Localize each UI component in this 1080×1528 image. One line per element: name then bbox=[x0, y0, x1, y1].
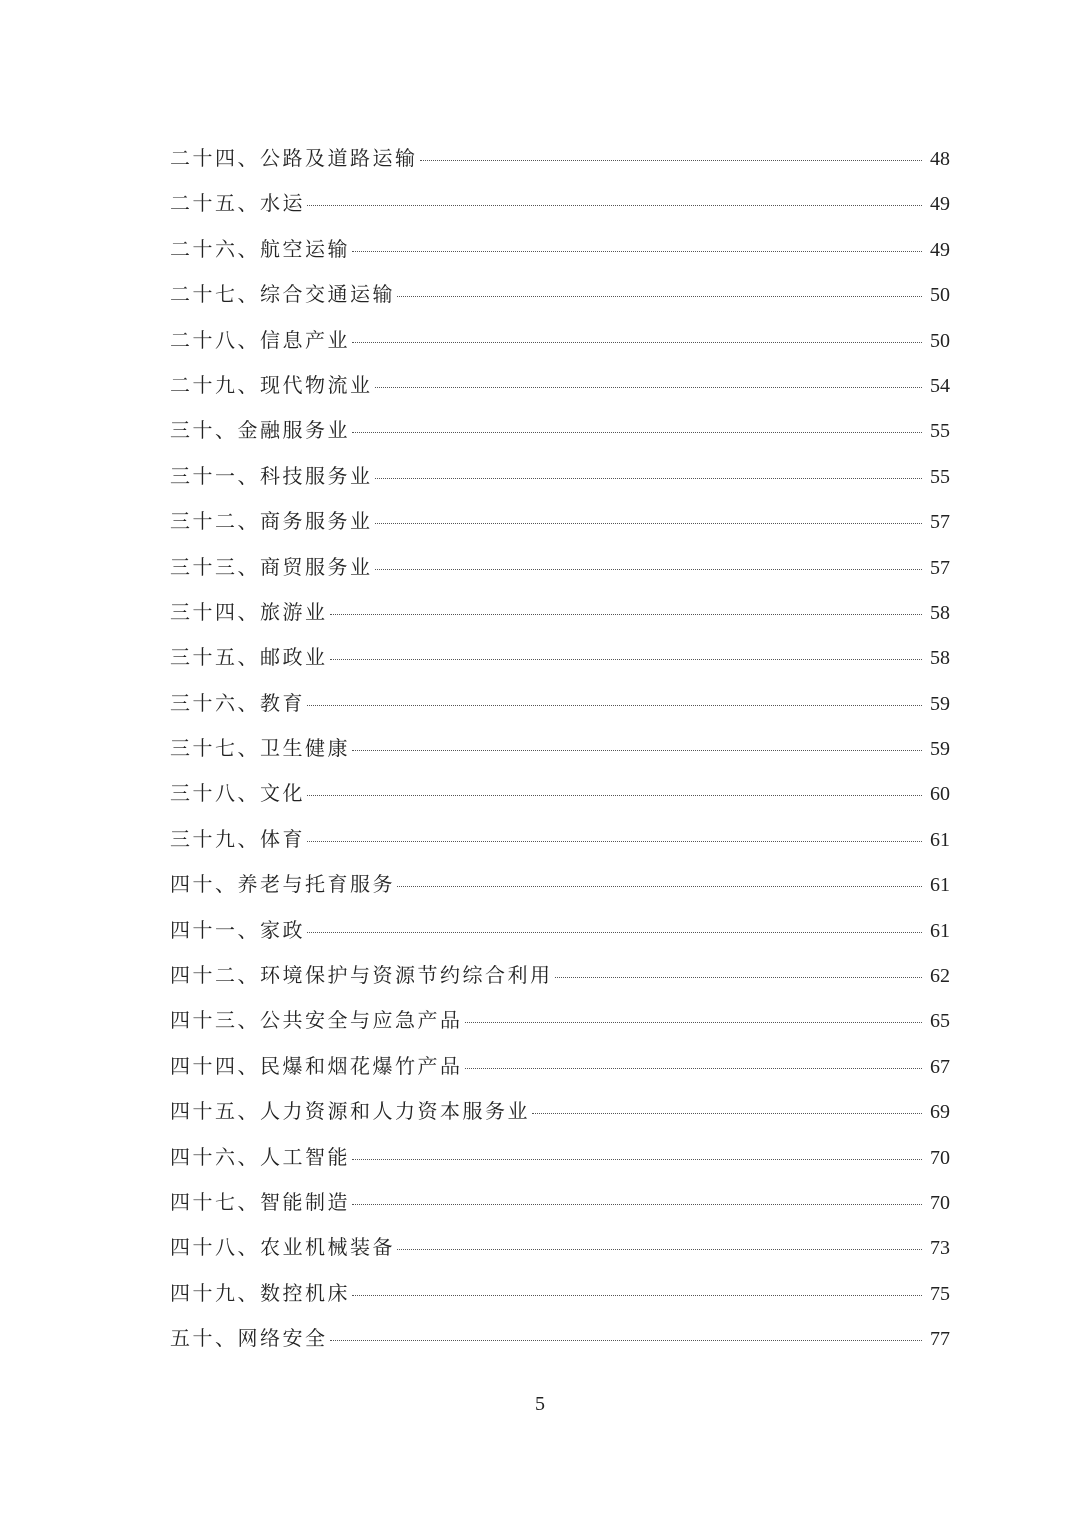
toc-entry-title: 三十二、商务服务业 bbox=[170, 509, 373, 534]
toc-dot-leader bbox=[307, 204, 922, 206]
toc-entry-title: 三十三、商贸服务业 bbox=[170, 554, 373, 579]
toc-entry[interactable] bbox=[170, 590, 950, 635]
toc-dot-leader bbox=[307, 794, 922, 796]
toc-entry-title: 四十五、人力资源和人力资本服务业 bbox=[170, 1099, 530, 1124]
toc-entry-page: 57 bbox=[930, 511, 950, 534]
toc-entry-page: 69 bbox=[930, 1101, 950, 1124]
toc-entry[interactable] bbox=[170, 1225, 950, 1270]
toc-entry-page: 60 bbox=[930, 783, 950, 806]
toc-entry[interactable] bbox=[170, 181, 950, 226]
toc-entry[interactable] bbox=[170, 1271, 950, 1316]
toc-entry-title: 四十七、智能制造 bbox=[170, 1189, 350, 1214]
toc-dot-leader bbox=[465, 1067, 923, 1069]
toc-entry-title: 三十八、文化 bbox=[170, 781, 305, 806]
toc-entry-page: 58 bbox=[930, 601, 950, 624]
toc-dot-leader bbox=[375, 477, 923, 479]
toc-dot-leader bbox=[465, 1021, 923, 1023]
toc-entry-title: 五十、网络安全 bbox=[170, 1326, 328, 1351]
toc-entry-title: 四十、养老与托育服务 bbox=[170, 872, 395, 897]
toc-entry-title: 二十九、现代物流业 bbox=[170, 372, 373, 397]
toc-dot-leader bbox=[532, 1112, 922, 1114]
toc-entry-page: 59 bbox=[930, 692, 950, 715]
toc-entry[interactable] bbox=[170, 454, 950, 499]
toc-entry[interactable] bbox=[170, 635, 950, 680]
toc-entry-title: 二十七、综合交通运输 bbox=[170, 282, 395, 307]
toc-dot-leader bbox=[397, 885, 922, 887]
toc-entry-page: 55 bbox=[930, 465, 950, 488]
toc-entry-title: 三十四、旅游业 bbox=[170, 599, 328, 624]
toc-entry-title: 四十四、民爆和烟花爆竹产品 bbox=[170, 1053, 463, 1078]
toc-entry[interactable] bbox=[170, 363, 950, 408]
toc-dot-leader bbox=[352, 250, 922, 252]
toc-entry-page: 50 bbox=[930, 284, 950, 307]
toc-entry-page: 48 bbox=[930, 148, 950, 170]
toc-dot-leader bbox=[420, 159, 923, 161]
toc-dot-leader bbox=[307, 840, 922, 842]
toc-dot-leader bbox=[330, 1339, 923, 1341]
toc-entry-title: 四十一、家政 bbox=[170, 917, 305, 942]
toc-dot-leader bbox=[352, 431, 922, 433]
toc-entry-title: 四十八、农业机械装备 bbox=[170, 1235, 395, 1260]
toc-entry[interactable] bbox=[170, 998, 950, 1043]
toc-dot-leader bbox=[352, 749, 922, 751]
page-number: 5 bbox=[535, 1393, 545, 1415]
toc-entry[interactable] bbox=[170, 1135, 950, 1180]
toc-entry-title: 三十九、体育 bbox=[170, 826, 305, 851]
toc-entry-page: 49 bbox=[930, 193, 950, 216]
toc-entry-page: 62 bbox=[930, 965, 950, 988]
toc-dot-leader bbox=[330, 658, 923, 660]
toc-entry-page: 61 bbox=[930, 919, 950, 942]
toc-entry-title: 四十三、公共安全与应急产品 bbox=[170, 1008, 463, 1033]
toc-entry-page: 50 bbox=[930, 329, 950, 352]
toc-entry-page: 57 bbox=[930, 556, 950, 579]
toc-entry[interactable] bbox=[170, 1089, 950, 1134]
toc-dot-leader bbox=[397, 1248, 922, 1250]
toc-dot-leader bbox=[352, 1158, 922, 1160]
toc-entry-page: 77 bbox=[930, 1328, 950, 1351]
toc-entry-title: 四十九、数控机床 bbox=[170, 1280, 350, 1305]
toc-dot-leader bbox=[307, 704, 922, 706]
toc-dot-leader bbox=[352, 1203, 922, 1205]
toc-entry-page: 67 bbox=[930, 1055, 950, 1078]
toc-entry-page: 65 bbox=[930, 1010, 950, 1033]
toc-entry-title: 三十一、科技服务业 bbox=[170, 463, 373, 488]
toc-entry[interactable] bbox=[170, 817, 950, 862]
toc-entry-page: 55 bbox=[930, 420, 950, 443]
toc-entry[interactable] bbox=[170, 136, 950, 181]
toc-entry-page: 49 bbox=[930, 238, 950, 261]
toc-entry[interactable] bbox=[170, 499, 950, 544]
toc-entry[interactable] bbox=[170, 726, 950, 771]
toc-entry[interactable] bbox=[170, 908, 950, 953]
toc-dot-leader bbox=[352, 341, 922, 343]
toc-entry-page: 61 bbox=[930, 874, 950, 897]
toc-dot-leader bbox=[555, 976, 923, 978]
toc-dot-leader bbox=[307, 931, 922, 933]
toc-dot-leader bbox=[352, 1294, 922, 1296]
toc-dot-leader bbox=[375, 386, 923, 388]
toc-entry-title: 三十七、卫生健康 bbox=[170, 736, 350, 761]
toc-entry-page: 75 bbox=[930, 1282, 950, 1305]
toc-dot-leader bbox=[375, 522, 923, 524]
toc-entry-title: 二十六、航空运输 bbox=[170, 236, 350, 261]
toc-entry-title: 二十四、公路及道路运输 bbox=[170, 146, 418, 170]
toc-entry[interactable] bbox=[170, 1044, 950, 1089]
toc-entry[interactable] bbox=[170, 227, 950, 272]
toc-dot-leader bbox=[330, 613, 923, 615]
toc-entry[interactable] bbox=[170, 681, 950, 726]
toc-entry[interactable] bbox=[170, 1180, 950, 1225]
toc-entry-title: 三十、金融服务业 bbox=[170, 418, 350, 443]
toc-entry[interactable] bbox=[170, 272, 950, 317]
toc-entry-title: 三十五、邮政业 bbox=[170, 645, 328, 670]
toc-entry-page: 59 bbox=[930, 738, 950, 761]
toc-entry-title: 三十六、教育 bbox=[170, 690, 305, 715]
toc-entry-page: 73 bbox=[930, 1237, 950, 1260]
toc-entry-page: 54 bbox=[930, 374, 950, 397]
toc-entry[interactable] bbox=[170, 953, 950, 998]
toc-entry-title: 二十五、水运 bbox=[170, 191, 305, 216]
toc-entry-page: 70 bbox=[930, 1146, 950, 1169]
toc-entry-page: 61 bbox=[930, 828, 950, 851]
toc-entry[interactable] bbox=[170, 545, 950, 590]
toc-dot-leader bbox=[375, 568, 923, 570]
toc-dot-leader bbox=[397, 295, 922, 297]
toc-entry[interactable] bbox=[170, 771, 950, 816]
toc-entry[interactable] bbox=[170, 862, 950, 907]
toc-entry[interactable] bbox=[170, 318, 950, 363]
toc-entry-title: 四十二、环境保护与资源节约综合利用 bbox=[170, 963, 553, 988]
table-of-contents bbox=[170, 136, 950, 1362]
toc-entry[interactable] bbox=[170, 1316, 950, 1361]
toc-entry-page: 70 bbox=[930, 1191, 950, 1214]
toc-entry-title: 四十六、人工智能 bbox=[170, 1144, 350, 1169]
toc-entry-title: 二十八、信息产业 bbox=[170, 327, 350, 352]
toc-entry[interactable] bbox=[170, 408, 950, 453]
toc-entry-page: 58 bbox=[930, 647, 950, 670]
